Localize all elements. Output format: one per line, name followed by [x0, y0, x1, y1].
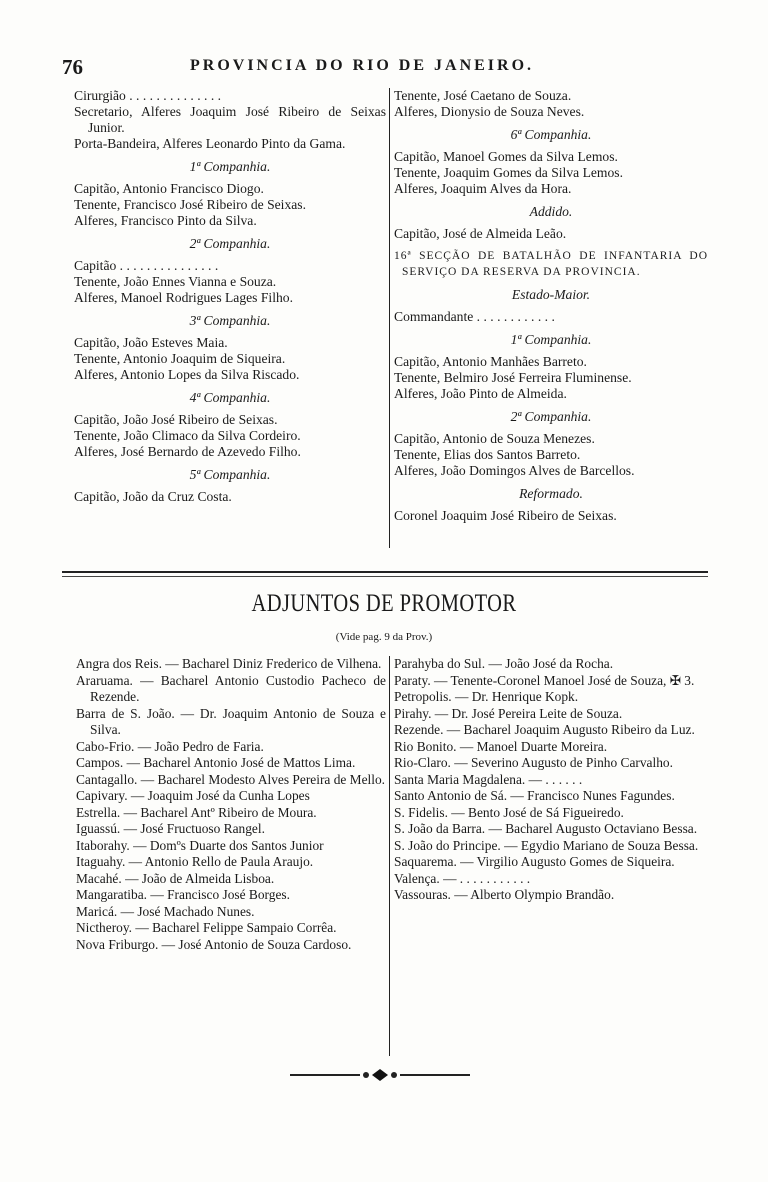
list-entry: Capitão, José de Almeida Leão. [394, 226, 567, 241]
list-entry: Alferes, Dionysio de Souza Neves. [394, 104, 585, 119]
list-entry: Paraty. — Tenente-Coronel Manoel José de Souza, ✠ 3. [394, 672, 695, 688]
list-entry: Alferes, João Domingos Alves de Barcellos. [394, 463, 635, 478]
ornament-divider-icon [290, 1068, 470, 1082]
section-heading: 2ª Companhia. [510, 409, 592, 424]
section-heading: 5ª Companhia. [189, 467, 271, 482]
list-entry: Cirurgião . . . . . . . . . . . . . . [74, 88, 222, 103]
list-entry: Barra de S. João. — Dr. Joaquim Antonio de Souza e Silva. [76, 705, 386, 737]
list-entry: Capitão, Manoel Gomes da Silva Lemos. [394, 149, 618, 164]
list-entry: Capitão, Antonio Francisco Diogo. [74, 181, 264, 196]
list-entry: Alferes, João Pinto de Almeida. [394, 386, 567, 401]
top-left-column [74, 88, 386, 505]
double-rule-divider [62, 571, 708, 577]
list-entry: Capitão, Antonio de Souza Menezes. [394, 431, 595, 446]
top-right-column [394, 88, 708, 524]
list-entry: Alferes, José Bernardo de Azevedo Filho. [74, 444, 301, 459]
list-entry: Macahé. — João de Almeida Lisboa. [76, 870, 275, 886]
section-title: ADJUNTOS DE PROMOTOR [251, 590, 517, 617]
list-entry: Vassouras. — Alberto Olympio Brandão. [394, 887, 615, 902]
section-heading: Reformado. [519, 486, 583, 501]
list-entry: Tenente, Joaquim Gomes da Silva Lemos. [394, 165, 623, 180]
list-entry: Santo Antonio de Sá. — Francisco Nunes Fagundes. [394, 788, 675, 803]
list-entry: Parahyba do Sul. — João José da Rocha. [394, 656, 614, 671]
unit-heading: 16ª SECÇÃO DE BATALHÃO DE INFANTARIA DO SERVIÇO DA RESERVA DA PROVINCIA. [394, 250, 708, 278]
list-entry: Tenente, Antonio Joaquim de Siqueira. [74, 351, 286, 366]
list-entry: Mangaratiba. — Francisco José Borges. [76, 887, 290, 902]
list-entry: Alferes, Joaquim Alves da Hora. [394, 181, 572, 196]
section-heading: 3ª Companhia. [189, 313, 271, 328]
section-heading: 6ª Companhia. [510, 127, 592, 142]
list-entry: Valença. — . . . . . . . . . . . [394, 870, 531, 886]
list-entry: Capitão, João da Cruz Costa. [74, 489, 232, 504]
running-head: PROVINCIA DO RIO DE JANEIRO. [190, 57, 535, 74]
list-entry: Coronel Joaquim José Ribeiro de Seixas. [394, 508, 617, 523]
list-entry: Tenente, Elias dos Santos Barreto. [394, 447, 581, 462]
list-entry: Rio-Claro. — Severino Augusto de Pinho Carvalho. [394, 755, 673, 770]
list-entry: Capitão, João José Ribeiro de Seixas. [74, 412, 278, 427]
section-subtitle: (Vide pag. 9 da Prov.) [335, 631, 433, 643]
list-entry: Maricá. — José Machado Nunes. [76, 903, 255, 919]
list-entry: Tenente, João Ennes Vianna e Souza. [74, 274, 277, 289]
list-entry: Saquarema. — Virgilio Augusto Gomes de Siqueira. [394, 854, 675, 869]
page-number: 76 [62, 55, 83, 79]
list-entry: Campos. — Bacharel Antonio José de Mattos Lima. [76, 755, 356, 770]
list-entry: Commandante . . . . . . . . . . . . [394, 309, 555, 324]
list-entry: Itaborahy. — Domºs Duarte dos Santos Junior [76, 837, 324, 853]
list-entry: Cantagallo. — Bacharel Modesto Alves Pereira de Mello. [76, 771, 386, 787]
list-entry: Rio Bonito. — Manoel Duarte Moreira. [394, 738, 608, 754]
list-entry: Capivary. — Joaquim José da Cunha Lopes [76, 788, 310, 803]
column-divider [389, 656, 390, 1056]
list-entry: Angra dos Reis. — Bacharel Diniz Frederico de Vilhena. [76, 656, 382, 671]
section-heading: Estado-Maior. [511, 287, 591, 302]
list-entry: Porta-Bandeira, Alferes Leonardo Pinto da Gama. [74, 136, 346, 151]
list-entry: Nictheroy. — Bacharel Felippe Sampaio Corrêa. [76, 920, 337, 935]
list-entry: Itaguahy. — Antonio Rello de Paula Araujo. [76, 854, 314, 869]
list-entry: Tenente, Belmiro José Ferreira Fluminense. [394, 370, 632, 385]
list-entry: Capitão . . . . . . . . . . . . . . . [74, 258, 219, 273]
section-heading: Addido. [529, 204, 573, 219]
list-entry: Estrella. — Bacharel Antº Ribeiro de Moura. [76, 804, 317, 820]
column-divider [389, 88, 390, 548]
list-entry: Alferes, Manoel Rodrigues Lages Filho. [74, 290, 293, 305]
list-entry: Tenente, Francisco José Ribeiro de Seixas. [74, 197, 306, 212]
list-entry: Alferes, Antonio Lopes da Silva Riscado. [74, 367, 300, 382]
list-entry: Secretario, Alferes Joaquim José Ribeiro de Seixas Junior. [74, 104, 386, 135]
list-entry: Cabo-Frio. — João Pedro de Faria. [76, 738, 264, 754]
list-entry: Capitão, João Esteves Maia. [74, 335, 228, 350]
list-entry: Iguassú. — José Fructuoso Rangel. [76, 821, 265, 836]
list-entry: S. João do Principe. — Egydio Mariano de Souza Bessa. [394, 837, 699, 853]
section-heading: 1ª Companhia. [189, 159, 271, 174]
section-heading: 2ª Companhia. [189, 236, 271, 251]
list-entry: S. João da Barra. — Bacharel Augusto Octaviano Bessa. [394, 821, 698, 836]
section-heading: 1ª Companhia. [510, 332, 592, 347]
list-entry: Alferes, Francisco Pinto da Silva. [74, 213, 257, 228]
list-entry: Nova Friburgo. — José Antonio de Souza Cardoso. [76, 936, 352, 952]
bottom-right-column [394, 656, 708, 904]
section-heading: 4ª Companhia. [189, 390, 271, 405]
list-entry: Petropolis. — Dr. Henrique Kopk. [394, 689, 579, 704]
list-entry: Rezende. — Bacharel Joaquim Augusto Ribeiro da Luz. [394, 722, 695, 737]
list-entry: Pirahy. — Dr. José Pereira Leite de Souza. [394, 705, 623, 721]
list-entry: S. Fidelis. — Bento José de Sá Figueiredo. [394, 804, 624, 820]
bottom-left-column [76, 656, 386, 953]
list-entry: Capitão, Antonio Manhães Barreto. [394, 354, 587, 369]
list-entry: Araruama. — Bacharel Antonio Custodio Pacheco de Rezende. [76, 672, 386, 704]
list-entry: Tenente, José Caetano de Souza. [394, 88, 572, 103]
list-entry: Tenente, João Climaco da Silva Cordeiro. [74, 428, 301, 443]
list-entry: Santa Maria Magdalena. — . . . . . . [394, 771, 583, 787]
